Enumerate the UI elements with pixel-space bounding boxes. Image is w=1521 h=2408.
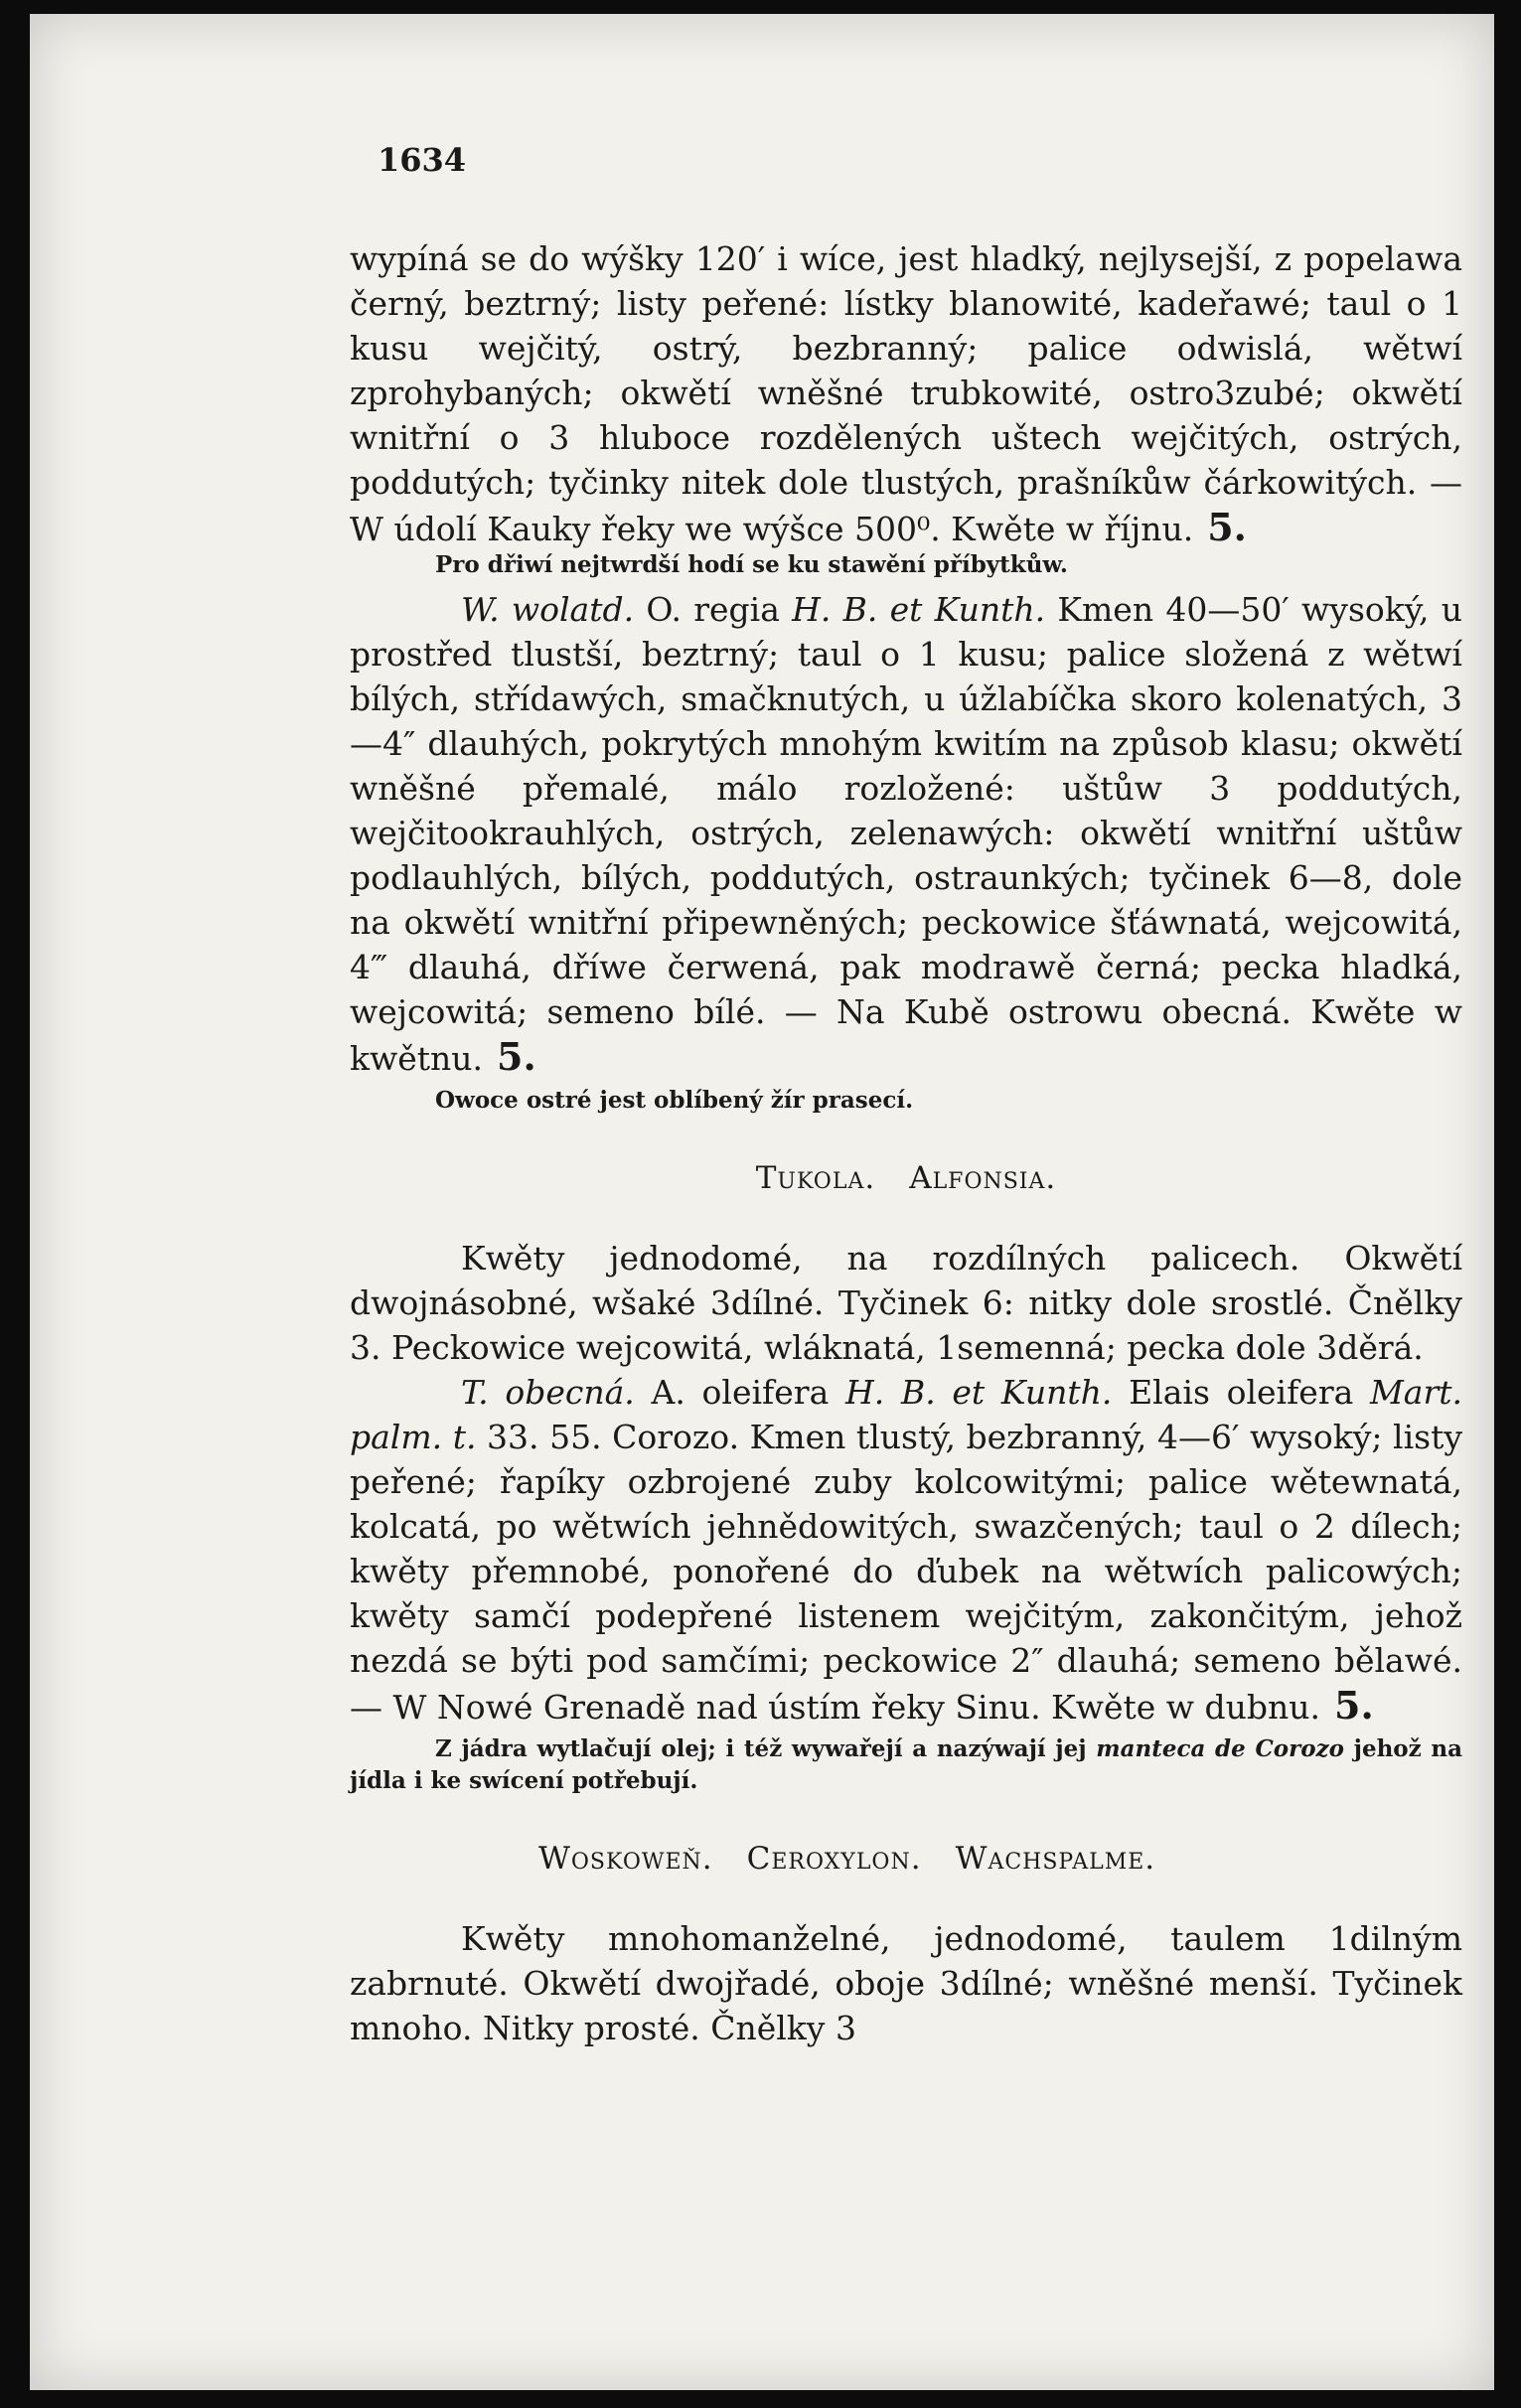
note-3-italic: manteca de Corozo <box>1096 1735 1344 1762</box>
paragraph-5: Kwěty mnohomanželné, jednodomé, taulem 1dilným zabrnuté. Okwětí dwojřadé, oboje 3dílné; wněšné menší. Tyčinek mnoho. Nitky prosté. Čnělky 3 <box>350 1919 1462 2047</box>
latin-name: A. oleifera <box>634 1373 845 1412</box>
paragraph-4-text: 33. 55. Corozo. Kmen tlustý, bezbranný, 4—6′ wysoký; listy peřené; řapíky ozbrojené zuby kolcowitými; palice wětewnatá, kolcatá, po wětwích jehnědowitých, swazčených; taul o 2 dílech; kwěty přemnobé, ponořené do ďubek na wětwích palicowých; kwěty samčí podepřené listenem wejčitým, zakončitým, jehož nezdá se býti pod samčími; peckowice 2″ dlauhá; semeno bělawé. — W Nowé Grenadě nad ústím řeky Sinu. Kwěte w dubnu. <box>350 1418 1462 1727</box>
genus-heading-woskowen <box>538 1841 1462 1877</box>
authority: H. B. et Kunth. <box>844 1373 1113 1412</box>
note-3 <box>350 1733 1462 1797</box>
mark-5: 5. <box>1207 505 1247 549</box>
heading-german: Wachspalme. <box>955 1841 1156 1877</box>
species-name: W. wolatd. <box>461 590 635 629</box>
paragraph-2-text: Kmen 40—50′ wysoký, u prostřed tlustší, beztrný; taul o 1 kusu; palice složená z wětwí bílých, střídawých, smačknutých, u úžlabíčka skoro kolenatých, 3—4″ dlauhých, pokrytých mnohým kwitím na způsob klasu; okwětí wněšné přemalé, málo rozložené: uštůw 3 poddutých, wejčitookrauhlých, ostrých, zelenawých: okwětí wnitřní uštůw podlauhlých, bílých, poddutých, ostraunkých; tyčinek 6—8, dole na okwětí wnitřní připewněných; peckowice šťáwnatá, wejcowitá, 4‴ dlauhá, dříwe čerwená, pak modrawě černá; pecka hladká, wejcowitá; semeno bílé. — Na Kubě ostrowu obecná. Kwěte w kwětnu. <box>350 590 1462 1078</box>
paragraph-4 <box>350 1370 1462 1730</box>
page-content <box>350 141 1462 2050</box>
book-page <box>30 14 1494 2390</box>
note-3-text-b: jehož na jídla i ke swícení potřebují. <box>350 1735 1462 1794</box>
reference: Mart. palm. t. <box>350 1373 1463 1456</box>
latin-name: O. regia <box>634 590 793 629</box>
heading-latin: Alfonsia. <box>909 1160 1057 1196</box>
paragraph-2 <box>350 587 1462 1081</box>
paragraph-1-text: wypíná se do wýšky 120′ i wíce, jest hladký, nejlysejší, z popelawa černý, beztrný; listy peřené: lístky blanowité, kadeřawé; taul o 1 kusu wejčitý, ostrý, bezbranný; palice odwislá, wětwí zprohybaných; okwětí wněšné trubkowité, ostro3zubé; okwětí wnitřní o 3 hluboce rozdělených uštech wejčitých, ostrých, poddutých; tyčinky nitek dole tlustých, prašníkůw čárkowitých. — W údolí Kauky řeky we wýšce 500⁰. Kwěte w říjnu. <box>350 239 1462 548</box>
heading-latin: Ceroxylon. <box>746 1841 922 1877</box>
paragraph-1 <box>350 236 1462 551</box>
mark-5: 5. <box>497 1034 536 1079</box>
heading-czech: Woskoweň. <box>538 1841 713 1877</box>
note-1: Pro dřiwí nejtwrdší hodí se ku stawění příbytkůw. <box>435 551 1068 578</box>
heading-czech: Tukola. <box>755 1160 876 1196</box>
genus-heading-tukola <box>350 1160 1462 1196</box>
page-number: 1634 <box>378 141 467 179</box>
species-name: T. obecná. <box>461 1373 635 1412</box>
synonym: Elais oleifera <box>1112 1373 1371 1412</box>
mark-5: 5. <box>1334 1683 1374 1728</box>
paragraph-3: Kwěty jednodomé, na rozdílných palicech. Okwětí dwojnásobné, wšaké 3dílné. Tyčinek 6: nitky dole srostlé. Čnělky 3. Peckowice wejcowitá, wláknatá, 1semenná; pecka dole 3děrá. <box>350 1239 1462 1367</box>
note-2: Owoce ostré jest oblíbený žír prasecí. <box>435 1087 914 1114</box>
note-3-text-a: Z jádra wytlačují olej; i též wywařejí a nazýwají jej <box>435 1735 1097 1762</box>
authority: H. B. et Kunth. <box>792 590 1046 629</box>
